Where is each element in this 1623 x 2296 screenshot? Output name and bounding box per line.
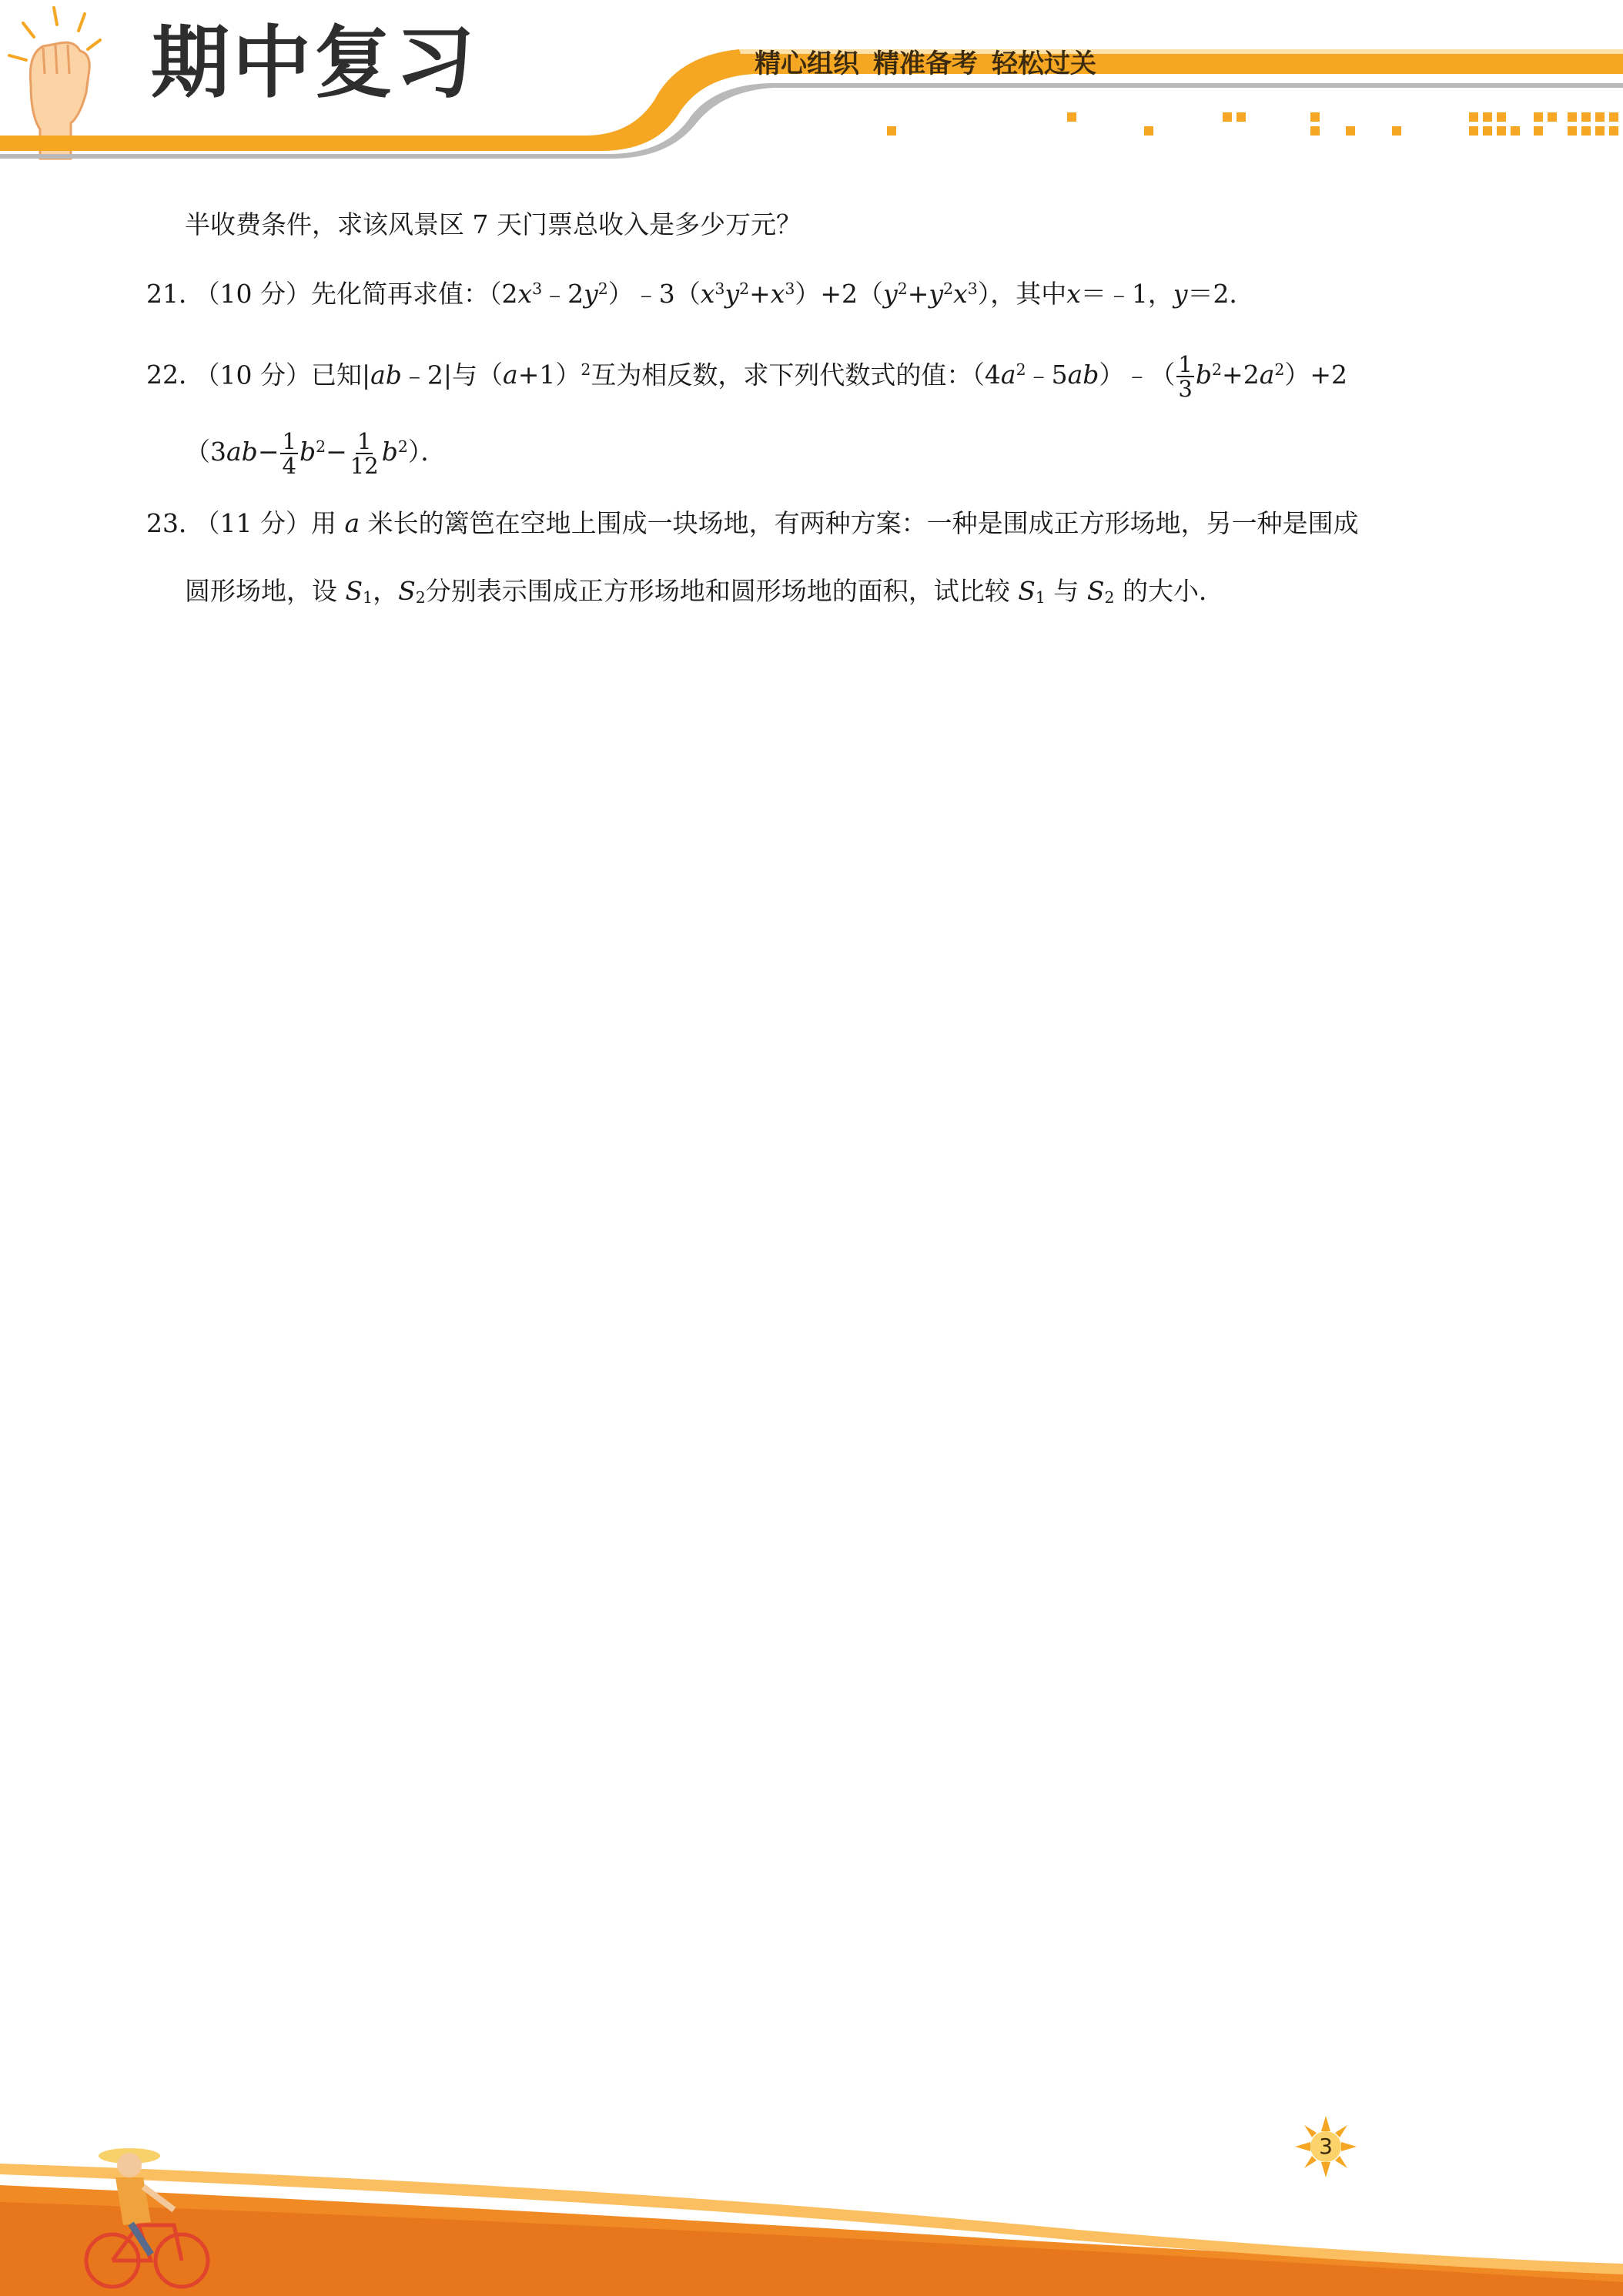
question-text: ，其中 (990, 279, 1067, 309)
fraction: $\frac{1}{3}$ (1178, 351, 1193, 403)
question-text: 已知 (310, 360, 362, 390)
math-condition: x＝﹣1，y＝2． (1066, 279, 1255, 309)
question-20-tail (146, 208, 1486, 277)
question-text: 米长的篱笆在空地上围成一块场地，有两种方案：一种是围成正方形场地，另一种是围成 (367, 508, 1359, 538)
question-number: 23． (146, 508, 204, 538)
question-points: （10 分） (207, 279, 311, 309)
question-text: 先化简再求值： (310, 279, 489, 309)
footer-banner (0, 2094, 1623, 2296)
question-23-line-2 (146, 574, 1486, 642)
question-text: 半收费条件，求该风景区 7 天门票总收入是多少万元？ (185, 209, 801, 239)
math-expression: $(2x^3﹣2y^2)﹣3(x^3y^2+x^3)+2(y^2+y^2x^3)$ (488, 279, 991, 309)
slogan-part: 精准备考 (873, 49, 978, 79)
fraction: $\frac{1}{12}$ (350, 428, 379, 480)
question-23 (146, 507, 1486, 574)
math-expression: $S_1$ (1018, 576, 1046, 607)
math-expression: $(4a^2﹣5ab)﹣$（ $\frac{1}{3}$ $b^2+2a^2)+2$ (972, 351, 1348, 403)
decorative-squares (887, 112, 1618, 136)
question-points: （11 分） (207, 508, 311, 538)
question-22-line-2 (146, 430, 1486, 507)
math-expression: $(a+1)^2$ (477, 360, 591, 390)
math-expression: （3ab− $\frac{1}{4}$ $b^2-$ $\frac{1}{12}$ $b^2$）． (185, 428, 447, 480)
page-number: 3 (1319, 2134, 1333, 2159)
question-points: （10 分） (207, 360, 311, 390)
math-variable: a (344, 508, 360, 538)
question-text: 与 (1053, 576, 1079, 606)
question-text: 圆形场地，设 (185, 576, 337, 606)
slogan-part: 轻松过关 (992, 49, 1096, 79)
question-21 (146, 277, 1486, 353)
question-list (146, 208, 1486, 642)
math-expression: $S_2$ (1086, 576, 1115, 607)
question-text: 与 (452, 360, 478, 390)
question-number: 21． (146, 279, 204, 309)
question-text: 用 (310, 508, 336, 538)
header-title: 期中复习 (151, 18, 477, 109)
question-number: 22． (146, 360, 204, 390)
slogan-part: 精心组织 (755, 49, 859, 79)
math-expression: |ab﹣2| (361, 360, 453, 390)
header-slogan (755, 51, 1110, 77)
question-22 (146, 353, 1486, 430)
math-expression: $S_1$，$S_2$ (345, 576, 426, 607)
question-text: 互为相反数，求下列代数式的值： (591, 360, 972, 390)
fraction: $\frac{1}{4}$ (282, 428, 296, 480)
question-text: 分别表示围成正方形场地和圆形场地的面积，试比较 (425, 576, 1010, 606)
question-text: 的大小． (1123, 576, 1224, 606)
